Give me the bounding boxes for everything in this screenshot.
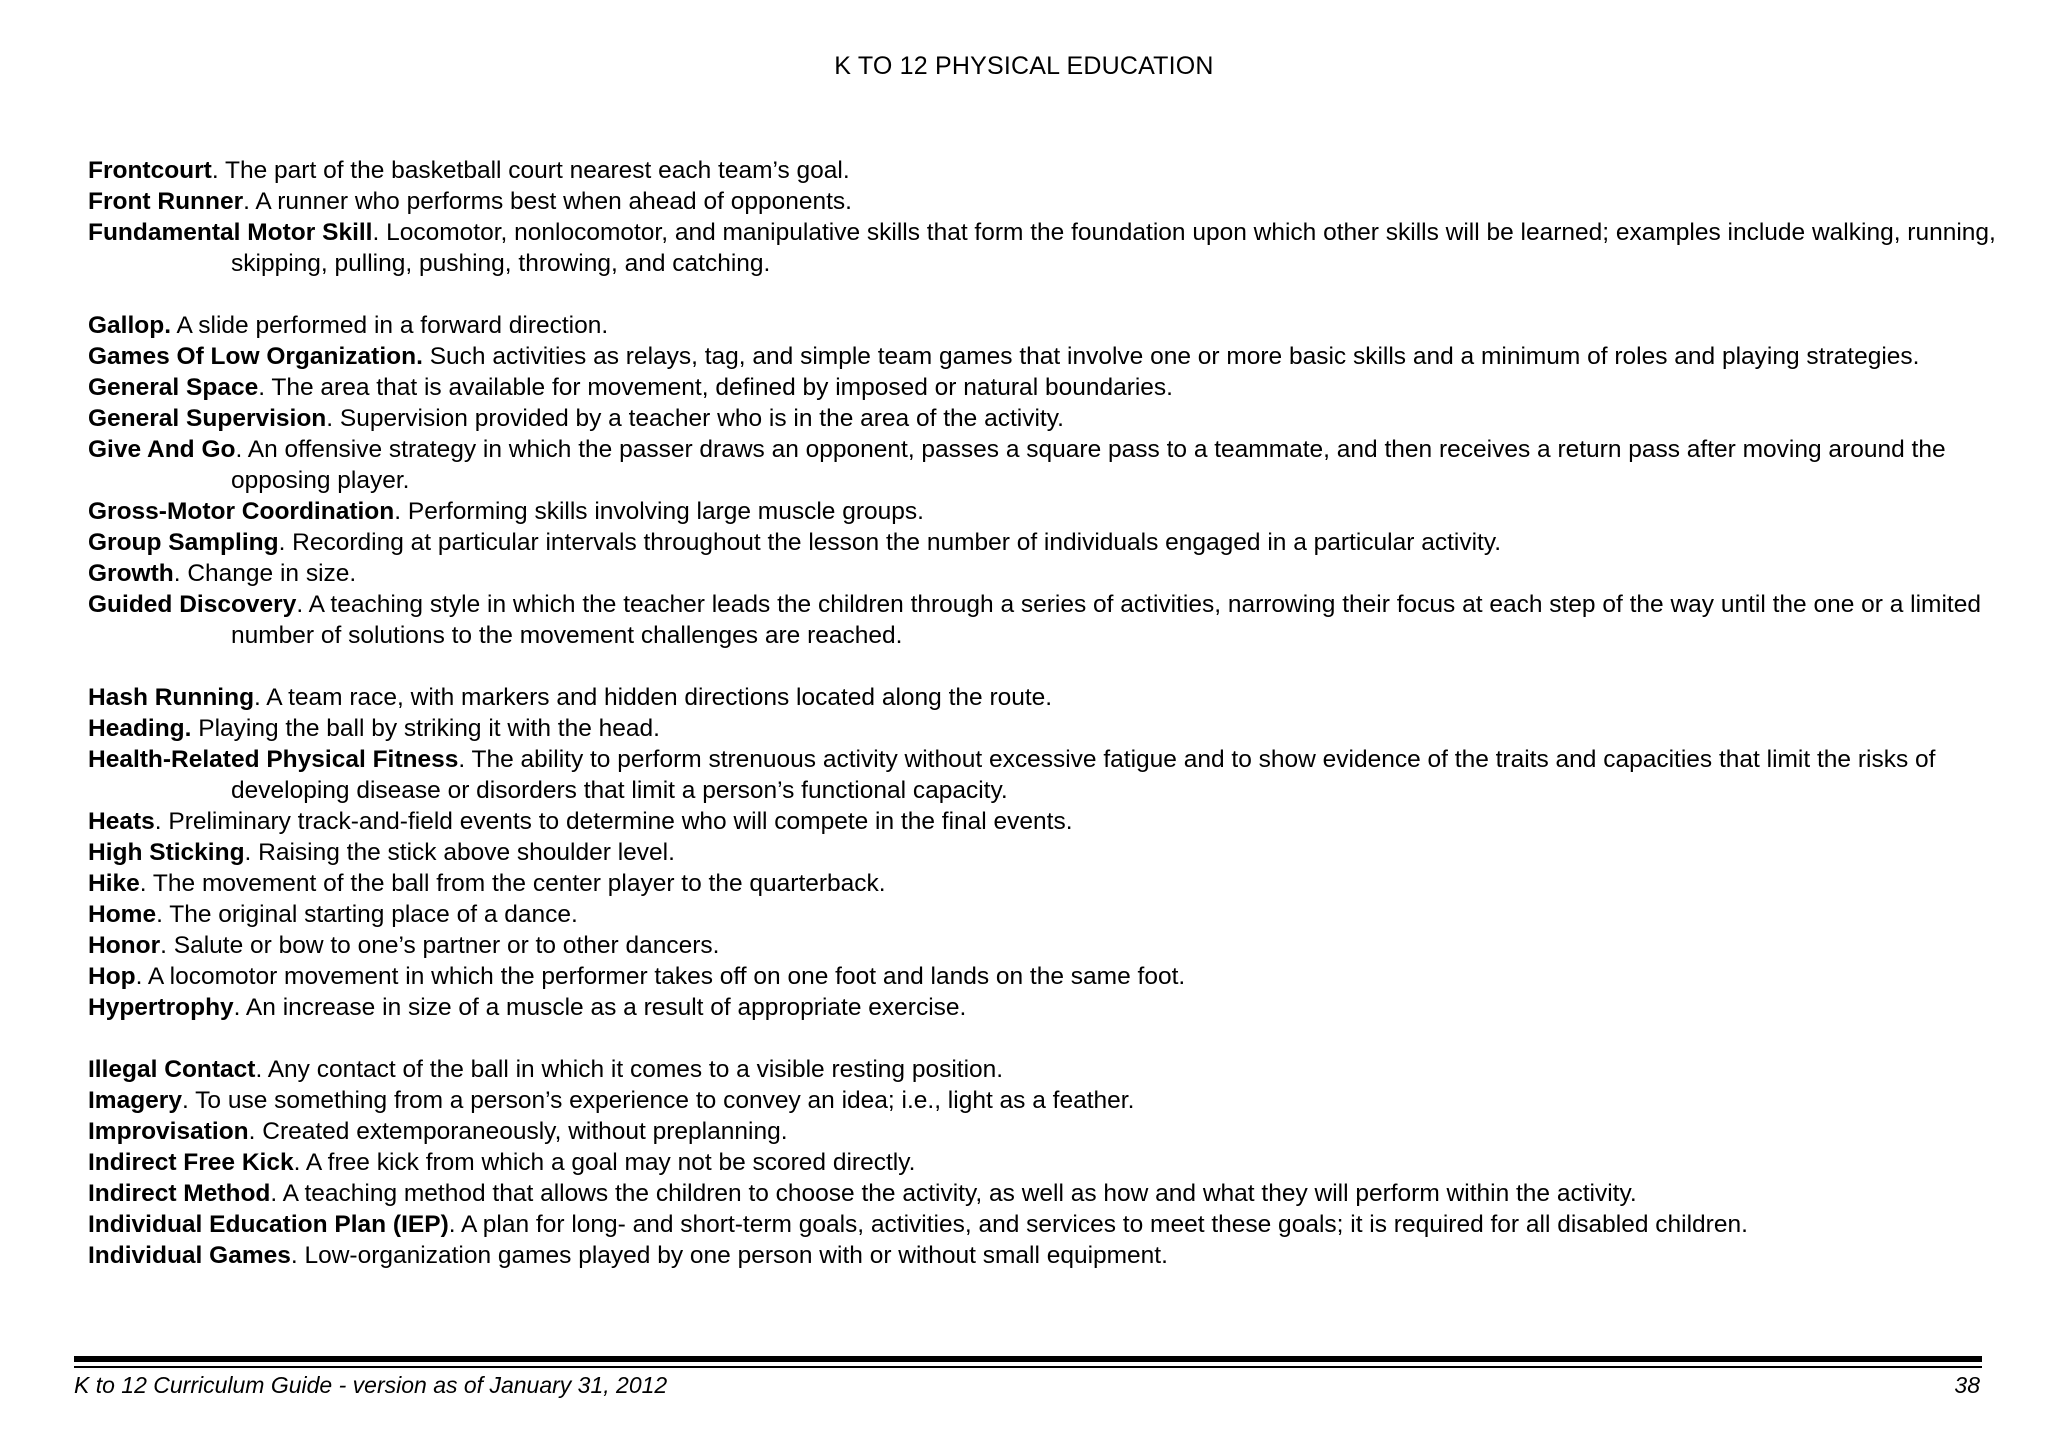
glossary-definition: . A teaching style in which the teacher leads the children through a series of activities, narrowing their focus at each step of the way until the one or a limited number of solutions to the movement challenges are reached. [231, 591, 1981, 649]
glossary-entry [88, 217, 2018, 279]
glossary-definition: . Recording at particular intervals throughout the lesson the number of individuals engaged in a particular activity. [278, 529, 1502, 556]
glossary-entry [88, 1209, 2018, 1240]
page-header: K TO 12 PHYSICAL EDUCATION [834, 52, 1214, 80]
glossary-entry [88, 992, 2018, 1023]
glossary-term: Honor [88, 932, 161, 959]
glossary-definition: . The part of the basketball court nearest each team’s goal. [211, 157, 850, 184]
glossary-term: Guided Discovery [88, 591, 297, 618]
glossary-term: Front Runner [88, 188, 244, 215]
glossary-entry [88, 155, 2018, 186]
glossary-term: Give And Go [88, 436, 236, 463]
glossary-definition: . Change in size. [173, 560, 357, 587]
glossary-term: Individual Games [88, 1242, 291, 1269]
glossary-entry [88, 899, 2018, 930]
glossary-term: Games Of Low Organization. [88, 343, 423, 370]
page-number: 38 [1954, 1372, 1980, 1398]
glossary-definition: . Created extemporaneously, without preplanning. [248, 1118, 788, 1145]
glossary-entry [88, 961, 2018, 992]
glossary-term: General Supervision [88, 405, 327, 432]
glossary-entry [88, 713, 2018, 744]
glossary-entry [88, 930, 2018, 961]
glossary-entry [88, 310, 2018, 341]
glossary-entry [88, 341, 2018, 372]
glossary-term: Frontcourt [88, 157, 212, 184]
glossary-entry [88, 806, 2018, 837]
glossary-term: Home [88, 901, 157, 928]
glossary-term: General Space [88, 374, 259, 401]
glossary-term: Hop [88, 963, 136, 990]
glossary-entry [88, 1054, 2018, 1085]
glossary-definition: . Preliminary track-and-field events to determine who will compete in the final events. [154, 808, 1073, 835]
glossary-term: Growth [88, 560, 174, 587]
glossary-entry [88, 1178, 2018, 1209]
glossary-definition: . The area that is available for movement, defined by imposed or natural boundaries. [258, 374, 1173, 401]
glossary-definition: . Performing skills involving large muscle groups. [394, 498, 924, 525]
glossary-definition: . The movement of the ball from the center player to the quarterback. [139, 870, 886, 897]
footer-divider-thick [74, 1356, 1982, 1362]
glossary-entry [88, 558, 2018, 589]
glossary-definition: . A teaching method that allows the children to choose the activity, as well as how and what they will perform within the activity. [270, 1180, 1637, 1207]
glossary-term: Fundamental Motor Skill [88, 219, 373, 246]
glossary-term: Group Sampling [88, 529, 279, 556]
glossary-term: Heading. [88, 715, 192, 742]
glossary-term: Heats [88, 808, 155, 835]
footer-version-text: K to 12 Curriculum Guide - version as of January 31, 2012 [74, 1372, 668, 1398]
glossary-term: Health-Related Physical Fitness [88, 746, 459, 773]
glossary-definition: . Raising the stick above shoulder level. [244, 839, 675, 866]
glossary-term: Hike [88, 870, 140, 897]
glossary-entry [88, 496, 2018, 527]
glossary-entry [88, 837, 2018, 868]
glossary-term: Individual Education Plan (IEP) [88, 1211, 449, 1238]
glossary-entry [88, 589, 2018, 651]
glossary-term: Hypertrophy [88, 994, 234, 1021]
glossary-definition: . Salute or bow to one’s partner or to other dancers. [160, 932, 720, 959]
glossary-definition: . Locomotor, nonlocomotor, and manipulative skills that form the foundation upon which other skills will be learned; examples include walking, running, skipping, pulling, pushing, throwing, and catching. [231, 219, 1996, 277]
glossary-definition: . The ability to perform strenuous activity without excessive fatigue and to show evidence of the traits and capacities that limit the risks of developing disease or disorders that limit a person’s functional capacity. [231, 746, 1936, 804]
glossary-entry [88, 434, 2018, 496]
glossary-term: Hash Running [88, 684, 255, 711]
glossary-definition: . A team race, with markers and hidden directions located along the route. [254, 684, 1053, 711]
glossary-definition: . Supervision provided by a teacher who is in the area of the activity. [326, 405, 1064, 432]
glossary-definition: A slide performed in a forward direction. [171, 312, 609, 339]
glossary-definition: . A runner who performs best when ahead of opponents. [243, 188, 852, 215]
glossary-entry [88, 186, 2018, 217]
glossary-entry [88, 527, 2018, 558]
glossary-term: Gallop. [88, 312, 172, 339]
glossary-term: Indirect Free Kick [88, 1149, 294, 1176]
glossary-entry [88, 868, 2018, 899]
glossary-definition: . To use something from a person’s experience to convey an idea; i.e., light as a feather. [181, 1087, 1135, 1114]
glossary-definition: . A plan for long- and short-term goals, activities, and services to meet these goals; it is required for all disabled children. [448, 1211, 1748, 1238]
glossary-entry [88, 744, 2018, 806]
glossary-definition: . The original starting place of a dance. [156, 901, 578, 928]
glossary-term: High Sticking [88, 839, 245, 866]
glossary-entry [88, 682, 2018, 713]
glossary-definition: . Any contact of the ball in which it comes to a visible resting position. [255, 1056, 1004, 1083]
glossary-term: Gross-Motor Coordination [88, 498, 395, 525]
glossary-term: Indirect Method [88, 1180, 271, 1207]
glossary-entry [88, 1085, 2018, 1116]
footer-divider-thin [74, 1366, 1982, 1368]
glossary-definition: . An increase in size of a muscle as a result of appropriate exercise. [233, 994, 967, 1021]
glossary-term: Illegal Contact [88, 1056, 256, 1083]
glossary-term: Improvisation [88, 1118, 249, 1145]
glossary-entry [88, 403, 2018, 434]
glossary-entry [88, 1147, 2018, 1178]
glossary-entry [88, 1240, 2018, 1271]
glossary-definition: . A locomotor movement in which the performer takes off on one foot and lands on the same foot. [135, 963, 1186, 990]
glossary-definition: . Low-organization games played by one person with or without small equipment. [290, 1242, 1168, 1269]
glossary-definition: . A free kick from which a goal may not be scored directly. [293, 1149, 916, 1176]
glossary-list [88, 155, 2018, 1271]
glossary-definition: Such activities as relays, tag, and simple team games that involve one or more basic skills and a minimum of roles and playing strategies. [422, 343, 1920, 370]
glossary-term: Imagery [88, 1087, 182, 1114]
glossary-definition: Playing the ball by striking it with the head. [191, 715, 660, 742]
glossary-entry [88, 1116, 2018, 1147]
glossary-definition: . An offensive strategy in which the passer draws an opponent, passes a square pass to a teammate, and then receives a return pass after moving around the opposing player. [231, 436, 1946, 494]
glossary-entry [88, 372, 2018, 403]
